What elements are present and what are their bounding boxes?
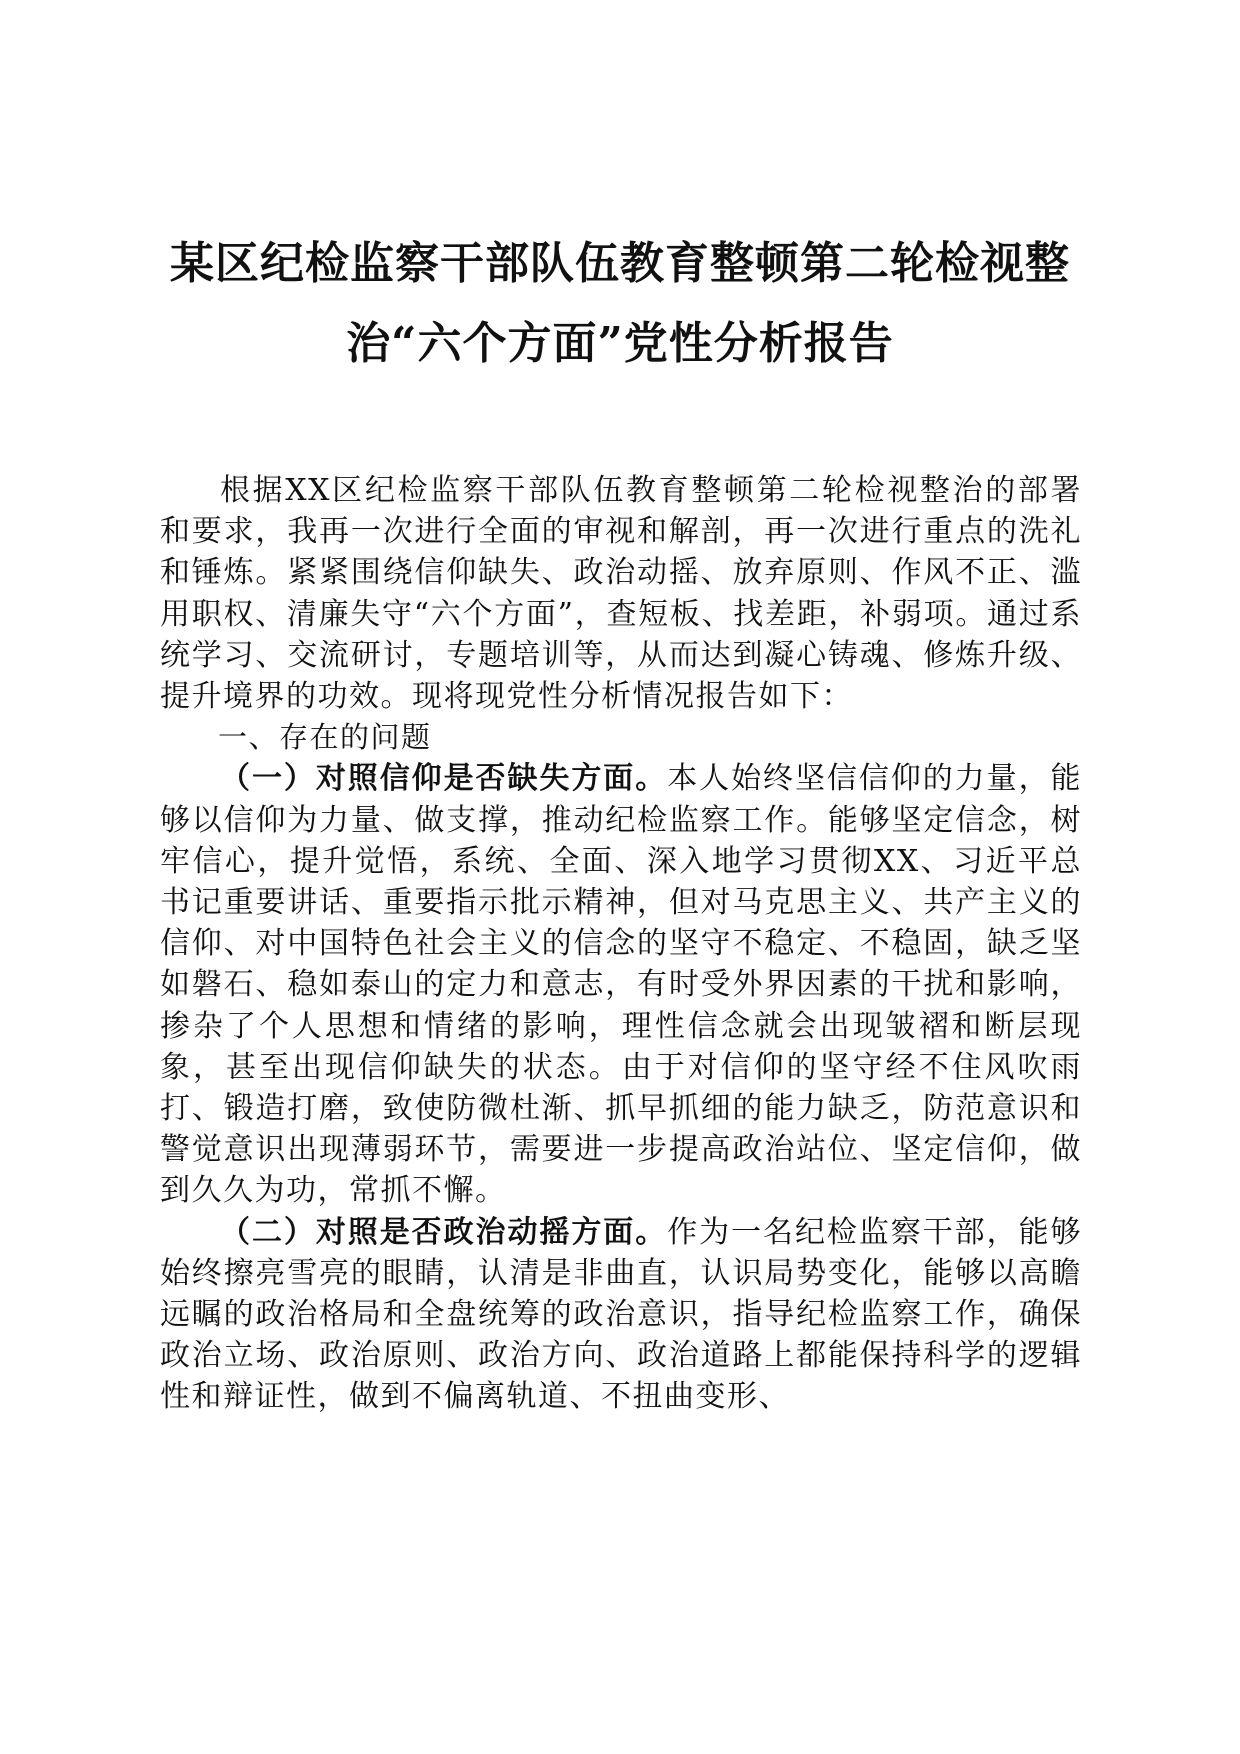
- document-body: [160, 470, 1082, 1418]
- title-line-1: 某区纪检监察干部队伍教育整顿第二轮检视整: [170, 238, 1070, 289]
- title-line-2: 治“六个方面”党性分析报告: [346, 318, 894, 369]
- item-paragraph-1: [160, 758, 1082, 1211]
- item-1-text: 本人始终坚信信仰的力量，能够以信仰为力量、做支撑，推动纪检监察工作。能够坚定信念，树牢信心，提升觉悟，系统、全面、深入地学习贯彻XX、习近平总书记重要讲话、重要指示批示精神，但对马克思主义、共产主义的信仰、对中国特色社会主义的信念的坚守不稳定、不稳固，缺乏坚如磐石、稳如泰山的定力和意志，有时受外界因素的干扰和影响，掺杂了个人思想和情绪的影响，理性信念就会出现皱褶和断层现象，甚至出现信仰缺失的状态。由于对信仰的坚守经不住风吹雨打、锻造打磨，致使防微杜渐、抓早抓细的能力缺乏，防范意识和警觉意识出现薄弱环节，需要进一步提高政治站位、坚定信仰，做到久久为功，常抓不懈。: [160, 761, 1083, 1209]
- document-title: [120, 224, 1120, 384]
- intro-paragraph: 根据XX区纪检监察干部队伍教育整顿第二轮检视整治的部署和要求，我再一次进行全面的审视和解剖，再一次进行重点的洗礼和锤炼。紧紧围绕信仰缺失、政治动摇、放弃原则、作风不正、滥用职权、清廉失守“六个方面”，查短板、找差距，补弱项。通过系统学习、交流研讨，专题培训等，从而达到凝心铸魂、修炼升级、提升境界的功效。现将现党性分析情况报告如下：: [160, 473, 1082, 715]
- item-2-lead: （二）对照是否政治动摇方面。: [220, 1214, 668, 1250]
- section-heading-problems: 一、存在的问题: [218, 720, 432, 755]
- item-paragraph-2: [160, 1212, 1082, 1418]
- item-1-lead: （一）对照信仰是否缺失方面。: [220, 761, 668, 797]
- item-2-text: 作为一名纪检监察干部，能够始终擦亮雪亮的眼睛，认清是非曲直，认识局势变化，能够以高瞻远瞩的政治格局和全盘统筹的政治意识，指导纪检监察工作，确保政治立场、政治原则、政治方向、政治道路上都能保持科学的逻辑性和辩证性，做到不偏离轨道、不扭曲变形、: [160, 1214, 1083, 1415]
